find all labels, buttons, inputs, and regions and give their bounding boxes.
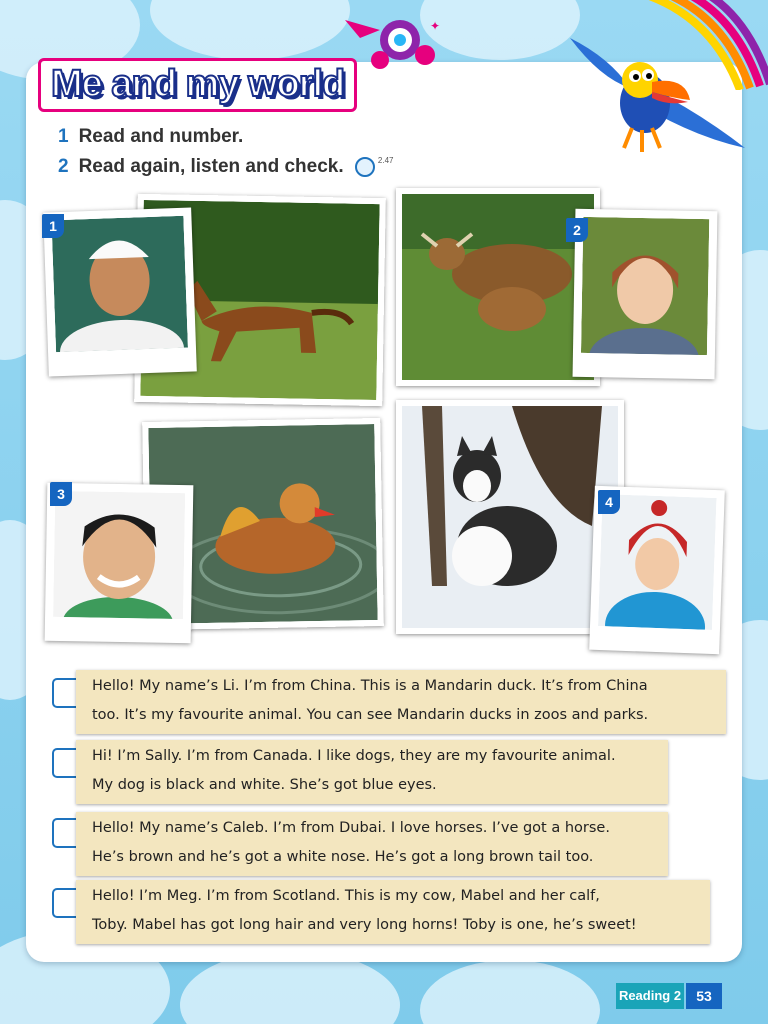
instruction-1: 1 Read and number. (58, 126, 244, 147)
footer-section-label: Reading 2 (616, 983, 684, 1009)
photo-number-2: 2 (566, 218, 588, 242)
instruction-2: 2 Read again, listen and check. $^{2.47}$ (58, 156, 394, 177)
girl-polaroid-2 (573, 209, 718, 379)
text-note-3: Hello! My name’s Caleb. I’m from Dubai. I love horses. I’ve got a horse. He’s brown and he’s got a white nose. He’s got a long brown tail too. (76, 812, 668, 876)
text-note-4: Hello! I’m Meg. I’m from Scotland. This is my cow, Mabel and her calf, Toby. Mabel has got long hair and very long horns! Toby is one, he’s sweet! (76, 880, 710, 944)
photo-number-3: 3 (50, 482, 72, 506)
text-note-1: Hello! My name’s Li. I’m from China. This is a Mandarin duck. It’s from China too. It’s my favourite animal. You can see Mandarin ducks in zoos and parks. (76, 670, 726, 734)
page-number: 53 (686, 983, 722, 1009)
page-title: Me and my world (38, 58, 357, 112)
husky-dog-photo (396, 400, 624, 634)
boy-polaroid-1 (43, 207, 197, 376)
text-note-2: Hi! I’m Sally. I’m from Canada. I like dogs, they are my favourite animal. My dog is black and white. She’s got blue eyes. (76, 740, 668, 804)
audio-cd-icon[interactable] (355, 157, 375, 177)
svg-text:✦: ✦ (430, 19, 441, 33)
boy-polaroid-3 (45, 483, 194, 644)
photo-number-1: 1 (42, 214, 64, 238)
photo-number-4: 4 (598, 490, 620, 514)
toucan-bird-icon (560, 18, 750, 158)
